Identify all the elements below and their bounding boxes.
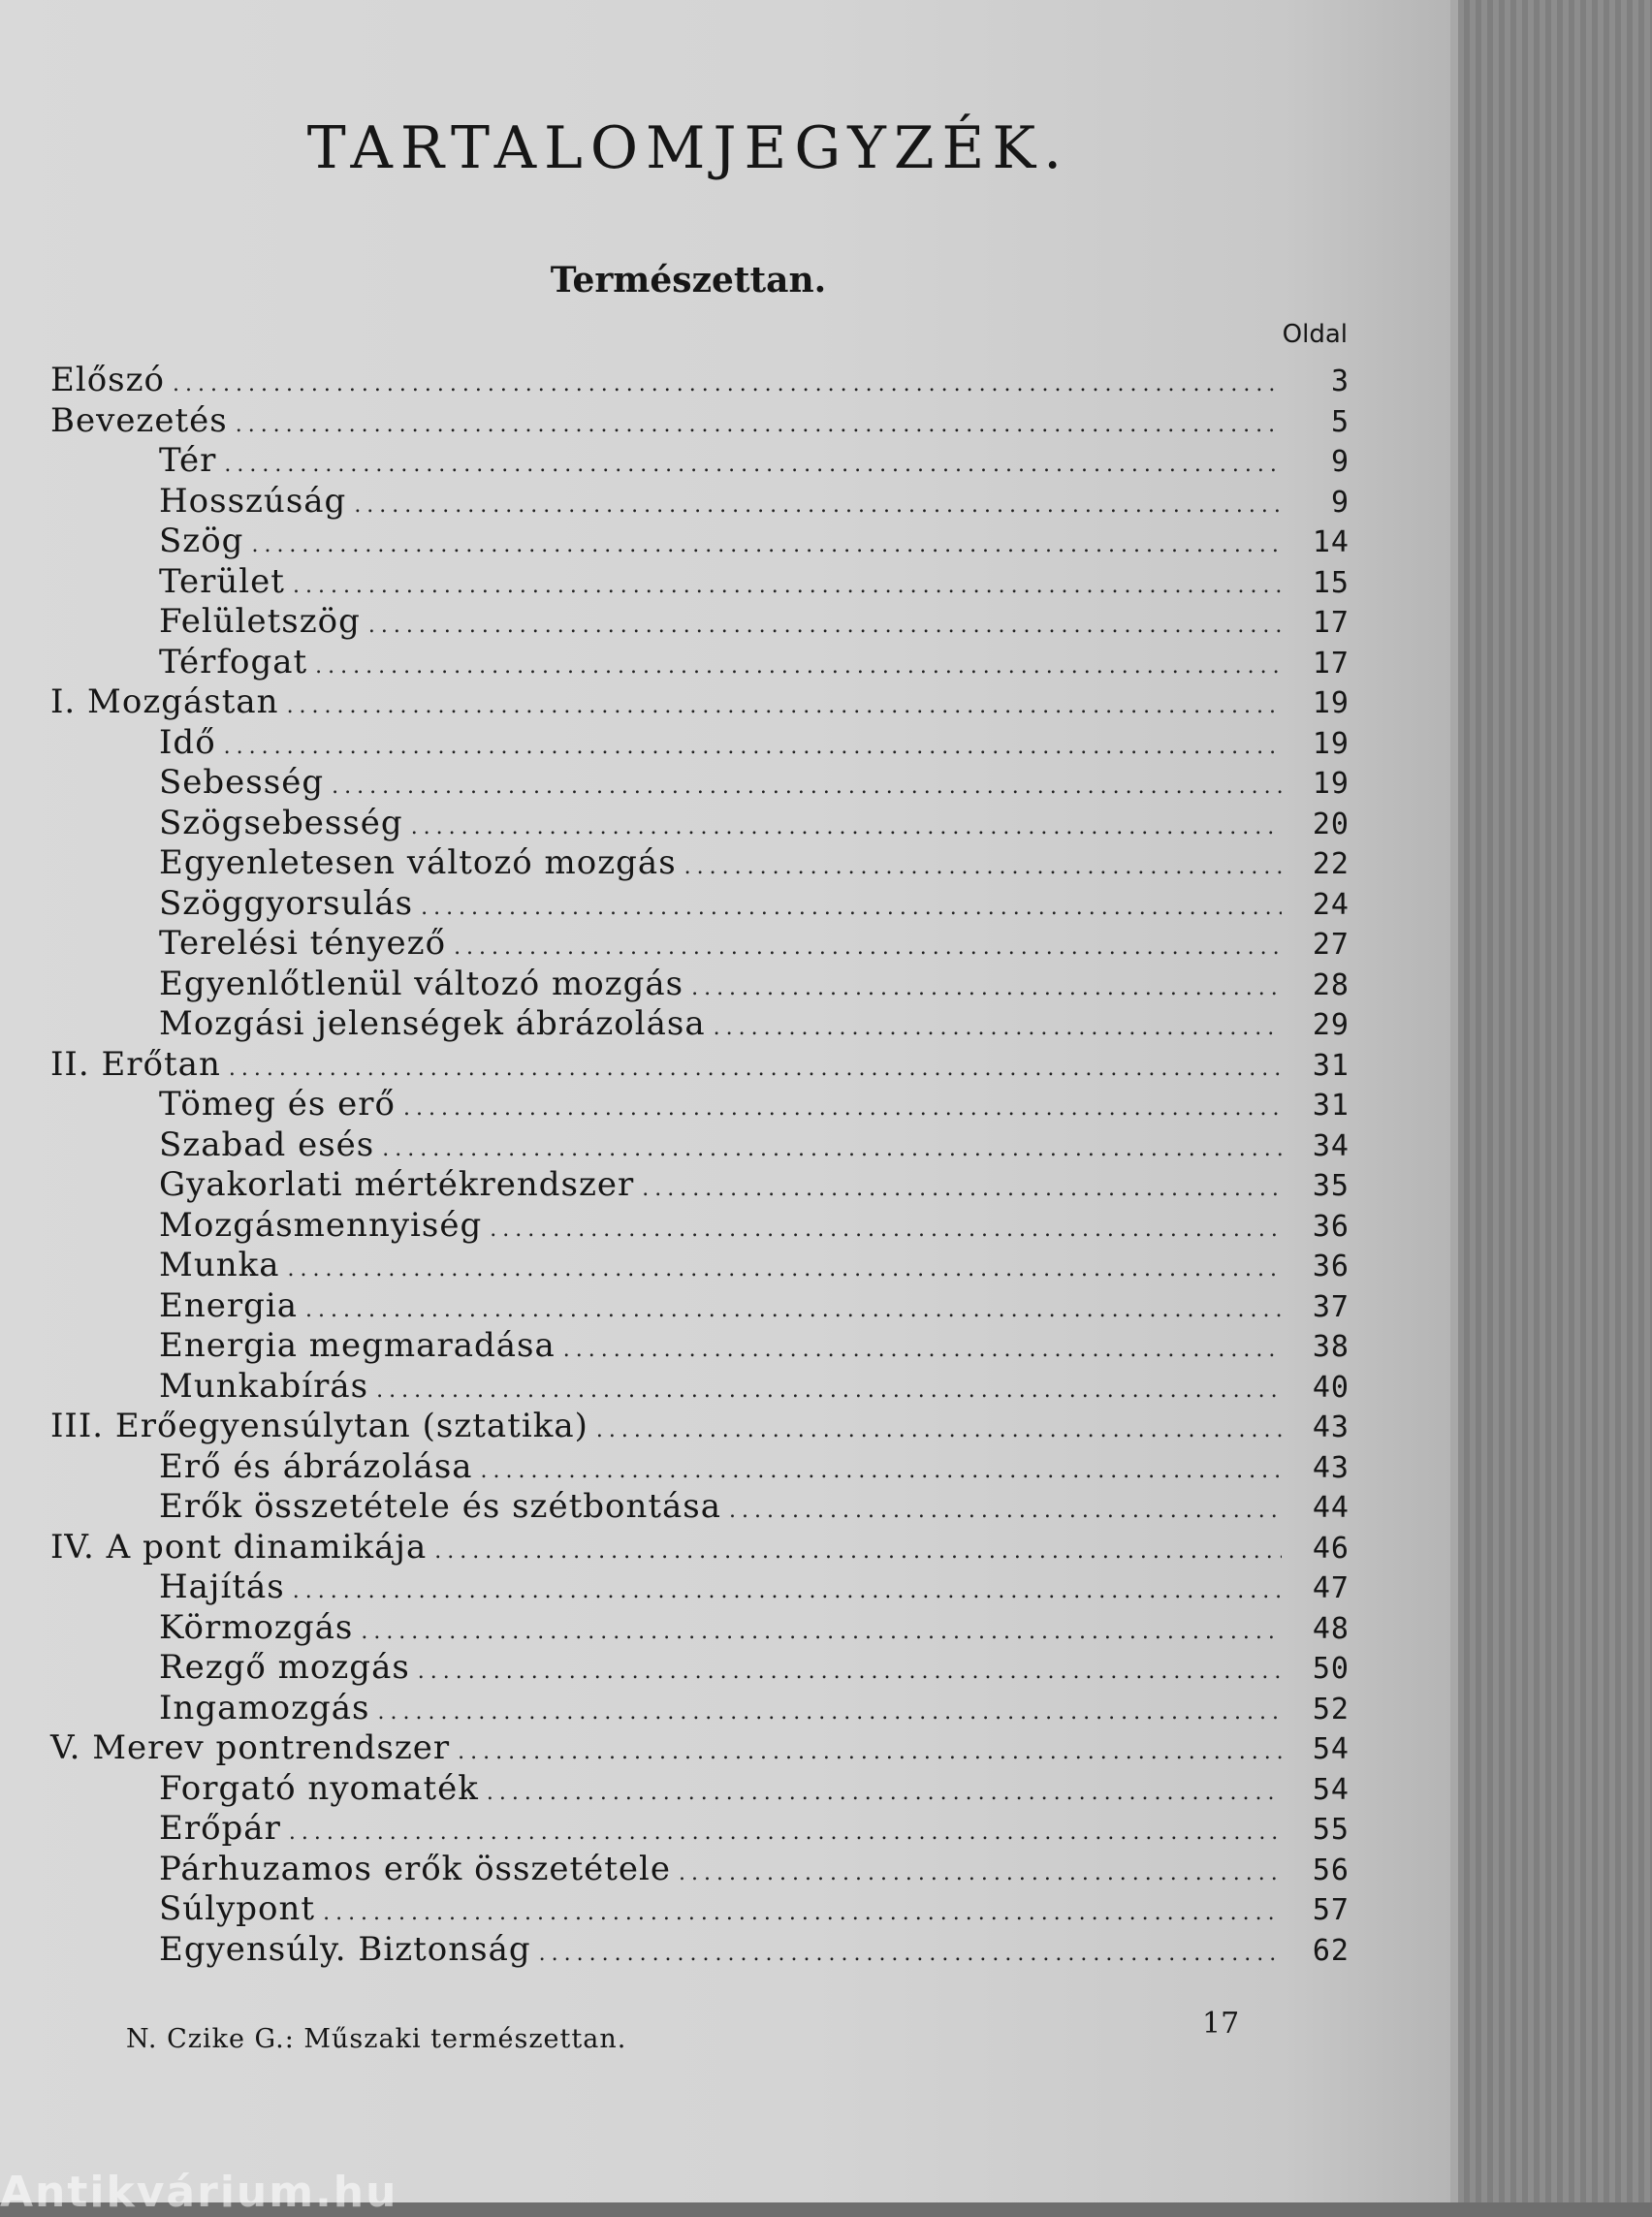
toc-entry (50, 1809, 1350, 1850)
toc-entry-label: Felületszög (159, 602, 361, 641)
toc-entry-label: Súlypont (159, 1889, 316, 1928)
toc-entry-label: III. Erőegyensúlytan (sztatika) (50, 1407, 588, 1445)
toc-entry (50, 1930, 1350, 1971)
section-subtitle: Természettan. (550, 260, 827, 301)
toc-entry-label: Körmozgás (159, 1607, 354, 1647)
toc-entry-page: 17 (1312, 606, 1350, 640)
toc-entry-label: Előszó (50, 361, 165, 399)
dot-leader (287, 1257, 1282, 1282)
toc-entry-page: 54 (1312, 1732, 1350, 1766)
dot-leader (287, 694, 1282, 718)
toc-entry-label: Egyenletesen változó mozgás (159, 843, 677, 882)
toc-entry-page: 44 (1312, 1491, 1350, 1525)
toc-entry-label: Mozgási jelenségek ábrázolása (159, 1004, 706, 1043)
toc-entry-label: Szög (159, 522, 244, 560)
toc-entry-page: 57 (1312, 1893, 1350, 1927)
toc-entry-label: Idő (159, 722, 216, 762)
toc-entry (50, 1004, 1350, 1045)
toc-entry-page: 19 (1312, 726, 1350, 761)
toc-entry-page: 43 (1312, 1410, 1350, 1444)
book-binding (1458, 0, 1652, 2202)
toc-entry (50, 441, 1350, 482)
table-of-contents (50, 361, 1350, 1970)
toc-entry (50, 884, 1350, 925)
dot-leader (487, 1781, 1282, 1805)
toc-entry-label: Egyensúly. Biztonság (159, 1929, 531, 1969)
toc-entry-label: Hosszúság (159, 481, 347, 521)
dot-leader (403, 1096, 1282, 1121)
toc-entry (50, 682, 1350, 723)
toc-entry (50, 562, 1350, 603)
toc-entry-page: 48 (1312, 1611, 1350, 1646)
toc-entry (50, 1447, 1350, 1488)
dot-leader (293, 574, 1282, 598)
toc-entry (50, 1326, 1350, 1367)
toc-entry-page: 36 (1312, 1209, 1350, 1244)
dot-leader (224, 453, 1282, 477)
toc-entry-label: Erők összetétele és szétbontása (159, 1487, 722, 1526)
toc-entry-label: Munka (159, 1246, 280, 1284)
dot-leader (376, 1378, 1282, 1403)
dot-leader (293, 1579, 1282, 1603)
toc-entry-label: Erőpár (159, 1809, 281, 1848)
toc-entry-page: 38 (1312, 1330, 1350, 1364)
toc-entry (50, 1045, 1350, 1086)
dot-leader (229, 1057, 1282, 1081)
toc-entry-page: 15 (1312, 565, 1350, 600)
toc-entry-page: 46 (1312, 1531, 1350, 1566)
dot-leader (421, 896, 1282, 920)
toc-entry-page: 47 (1312, 1571, 1350, 1605)
dot-leader (224, 735, 1282, 759)
toc-entry-label: II. Erőtan (50, 1044, 221, 1084)
toc-entry (50, 1487, 1350, 1528)
toc-entry-label: Tömeg és erő (159, 1085, 396, 1124)
toc-entry (50, 1246, 1350, 1286)
toc-entry-label: Gyakorlati mértékrendszer (159, 1165, 635, 1204)
toc-entry-label: Hajítás (159, 1568, 285, 1606)
toc-entry-page: 43 (1312, 1450, 1350, 1485)
toc-entry-page: 31 (1312, 1089, 1350, 1123)
toc-entry-page: 27 (1312, 928, 1350, 962)
toc-entry-label: Mozgásmennyiség (159, 1205, 483, 1245)
dot-leader (691, 976, 1282, 1000)
dot-leader (684, 855, 1282, 879)
dot-leader (418, 1660, 1282, 1684)
toc-entry-label: Energia megmaradása (159, 1326, 556, 1365)
toc-entry (50, 1889, 1350, 1930)
toc-entry-page: 35 (1312, 1169, 1350, 1203)
toc-entry-label: Szabad esés (159, 1124, 375, 1164)
toc-entry-label: I. Mozgástan (50, 682, 279, 721)
toc-entry (50, 401, 1350, 442)
toc-entry-page: 52 (1312, 1692, 1350, 1726)
dot-leader (596, 1418, 1282, 1442)
toc-entry-label: Munkabírás (159, 1366, 369, 1406)
toc-entry (50, 763, 1350, 804)
toc-entry (50, 643, 1350, 683)
dot-leader (679, 1861, 1282, 1885)
toc-entry-page: 9 (1330, 485, 1350, 520)
dot-leader (289, 1821, 1282, 1845)
toc-entry (50, 1125, 1350, 1166)
toc-entry-label: Sebesség (159, 763, 325, 802)
toc-entry-label: Forgató nyomaték (159, 1768, 479, 1808)
dot-leader (539, 1942, 1282, 1966)
toc-entry (50, 804, 1350, 844)
toc-entry-page: 31 (1312, 1048, 1350, 1083)
toc-entry-page: 14 (1312, 525, 1350, 559)
dot-leader (434, 1539, 1282, 1564)
toc-entry-label: Szöggyorsulás (159, 883, 414, 923)
dot-leader (411, 815, 1282, 839)
toc-entry-label: Térfogat (159, 642, 308, 681)
toc-entry (50, 1850, 1350, 1890)
toc-entry-page: 3 (1330, 364, 1350, 398)
toc-entry-page: 29 (1312, 1008, 1350, 1042)
dot-leader (315, 654, 1282, 679)
toc-entry-label: Szögsebesség (159, 803, 403, 842)
toc-entry (50, 1206, 1350, 1247)
watermark: Antikvárium.hu (0, 2168, 398, 2217)
toc-entry-page: 24 (1312, 887, 1350, 922)
toc-entry-label: Egyenlőtlenül változó mozgás (159, 964, 684, 1003)
toc-entry-label: IV. A pont dinamikája (50, 1527, 428, 1567)
toc-entry (50, 1286, 1350, 1327)
dot-leader (729, 1499, 1282, 1523)
toc-entry (50, 1728, 1350, 1769)
toc-entry-page: 54 (1312, 1772, 1350, 1807)
dot-leader (563, 1338, 1282, 1362)
toc-entry (50, 1407, 1350, 1447)
dot-leader (714, 1016, 1282, 1040)
toc-entry (50, 965, 1350, 1005)
dot-leader (361, 1620, 1282, 1644)
dot-leader (481, 1459, 1282, 1483)
toc-entry-label: Terület (159, 561, 285, 601)
toc-entry (50, 1648, 1350, 1689)
toc-entry-label: Energia (159, 1285, 298, 1325)
toc-entry (50, 1085, 1350, 1125)
dot-leader (458, 1740, 1282, 1764)
toc-entry (50, 1165, 1350, 1206)
toc-entry (50, 843, 1350, 884)
toc-entry-label: Erő és ábrázolása (159, 1446, 473, 1486)
toc-entry (50, 1568, 1350, 1608)
dot-leader (377, 1700, 1282, 1725)
dot-leader (323, 1901, 1282, 1925)
toc-entry-page: 56 (1312, 1853, 1350, 1887)
toc-entry-page: 34 (1312, 1128, 1350, 1163)
toc-entry (50, 482, 1350, 523)
toc-entry-label: Rezgő mozgás (159, 1648, 410, 1687)
dot-leader (236, 413, 1282, 437)
dot-leader (454, 935, 1282, 960)
dot-leader (173, 372, 1282, 396)
toc-entry-page: 5 (1330, 404, 1350, 439)
page-title: TARTALOMJEGYZÉK. (306, 114, 1070, 182)
toc-entry-label: Tér (159, 441, 217, 480)
toc-entry (50, 522, 1350, 562)
toc-entry (50, 1769, 1350, 1810)
toc-entry-page: 55 (1312, 1813, 1350, 1847)
page-column-label: Oldal (1282, 320, 1348, 349)
toc-entry-page: 19 (1312, 767, 1350, 801)
toc-entry (50, 1689, 1350, 1729)
toc-entry-page: 19 (1312, 686, 1350, 720)
toc-entry-label: Párhuzamos erők összetétele (159, 1849, 672, 1888)
dot-leader (368, 614, 1282, 638)
footer-signature-number: 17 (1202, 2007, 1240, 2041)
toc-entry-label: Ingamozgás (159, 1688, 370, 1727)
toc-entry-page: 28 (1312, 967, 1350, 1002)
dot-leader (642, 1177, 1282, 1201)
toc-entry-page: 20 (1312, 807, 1350, 841)
toc-entry-page: 9 (1330, 445, 1350, 479)
toc-entry-page: 22 (1312, 847, 1350, 881)
toc-entry-page: 17 (1312, 646, 1350, 681)
toc-entry-label: V. Merev pontrendszer (50, 1728, 451, 1767)
toc-entry-label: Terelési tényező (159, 924, 447, 963)
toc-entry-page: 62 (1312, 1933, 1350, 1968)
toc-entry-page: 37 (1312, 1289, 1350, 1324)
dot-leader (354, 493, 1282, 518)
dot-leader (305, 1298, 1282, 1322)
toc-entry (50, 361, 1350, 401)
footer-book-title: N. Czike G.: Műszaki természettan. (126, 2024, 627, 2054)
toc-entry-label: Bevezetés (50, 400, 228, 440)
dot-leader (490, 1218, 1282, 1242)
toc-entry-page: 50 (1312, 1652, 1350, 1686)
dot-leader (332, 775, 1282, 799)
toc-entry-page: 36 (1312, 1250, 1350, 1283)
toc-entry (50, 723, 1350, 764)
toc-entry (50, 1528, 1350, 1568)
toc-entry (50, 1367, 1350, 1408)
dot-leader (251, 533, 1282, 557)
toc-entry (50, 602, 1350, 643)
toc-entry (50, 924, 1350, 965)
toc-entry-page: 40 (1312, 1370, 1350, 1405)
toc-entry (50, 1608, 1350, 1649)
dot-leader (382, 1137, 1282, 1161)
